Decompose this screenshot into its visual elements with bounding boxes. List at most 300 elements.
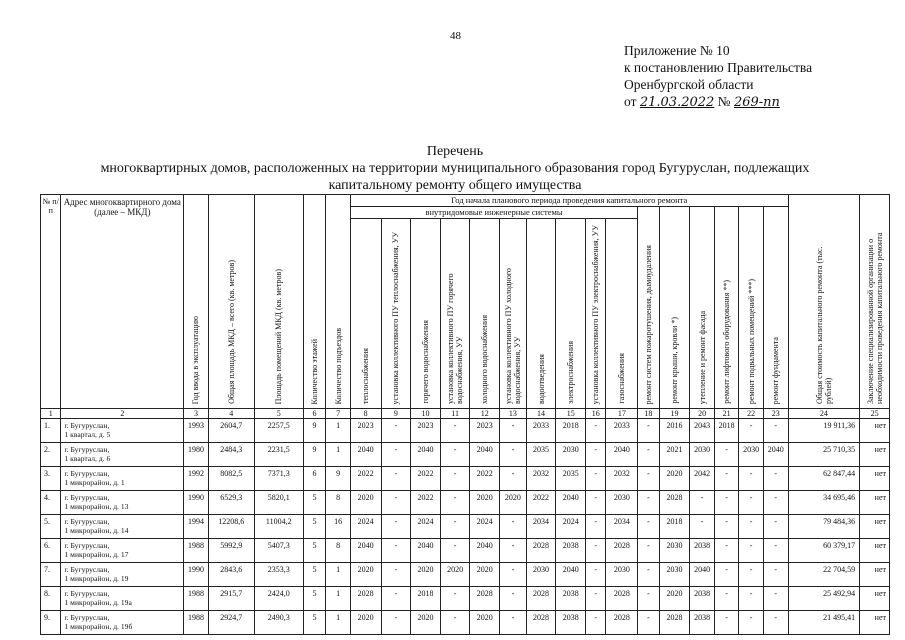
table-cell: 2042 <box>690 467 715 491</box>
table-cell: 2020 <box>350 491 381 515</box>
table-cell: 2028 <box>526 539 556 563</box>
table-cell: 2040 <box>556 491 586 515</box>
address-cell: г. Бугуруслан, 1 микрорайон, д. 13 <box>61 491 184 515</box>
table-row <box>41 467 890 491</box>
table-cell: 2023 <box>470 419 500 443</box>
table-cell: - <box>690 491 715 515</box>
table-cell: - <box>638 467 659 491</box>
table-cell: 2035 <box>556 467 586 491</box>
column-number: 6 <box>303 409 326 419</box>
header-floors: Количество этажей <box>310 338 320 404</box>
table-cell: - <box>500 515 527 539</box>
table-cell: - <box>763 467 788 491</box>
column-number: 15 <box>556 409 586 419</box>
table-cell: 2034 <box>606 515 638 539</box>
table-cell: 2020 <box>350 563 381 587</box>
appendix-block <box>624 42 812 111</box>
address-cell: г. Бугуруслан, 1 микрорайон, д. 19 <box>61 563 184 587</box>
column-number: 24 <box>788 409 860 419</box>
table-cell: 2034 <box>526 515 556 539</box>
column-number: 20 <box>690 409 715 419</box>
table-cell: - <box>500 539 527 563</box>
table-cell: 2924,7 <box>208 611 254 635</box>
table-cell: - <box>638 563 659 587</box>
header-electric-pu-cell <box>586 219 606 409</box>
column-number: 19 <box>659 409 690 419</box>
table-cell: 2353,3 <box>254 563 303 587</box>
table-cell: 2024 <box>470 515 500 539</box>
column-number: 14 <box>526 409 556 419</box>
table-cell: 2028 <box>350 587 381 611</box>
header-sewer: водоотведения <box>536 354 546 404</box>
houses-table <box>40 194 890 635</box>
header-year: Год ввода в эксплуатацию <box>191 315 201 404</box>
header-total-area-cell <box>208 195 254 409</box>
table-cell: 7371,3 <box>254 467 303 491</box>
table-cell: 9. <box>41 611 61 635</box>
header-premises-area-cell <box>254 195 303 409</box>
table-cell: 8. <box>41 587 61 611</box>
header-lift-cell <box>714 207 739 409</box>
table-cell: нет <box>860 443 890 467</box>
table-cell: - <box>763 539 788 563</box>
table-row <box>41 419 890 443</box>
header-electric: электроснабжения <box>566 341 576 404</box>
table-cell: 2022 <box>470 467 500 491</box>
table-cell: - <box>381 539 411 563</box>
header-engineering-group: внутридомовые инженерные системы <box>350 207 637 219</box>
header-cold-water-pu: установка коллективного ПУ холодного водоснабжения, УУ <box>503 268 522 404</box>
table-cell: 2040 <box>350 443 381 467</box>
table-cell: 1980 <box>184 443 209 467</box>
table-cell: 2030 <box>690 443 715 467</box>
table-cell: - <box>586 467 606 491</box>
table-cell: - <box>714 467 739 491</box>
table-cell: 11004,2 <box>254 515 303 539</box>
header-year-cell <box>184 195 209 409</box>
table-cell: нет <box>860 587 890 611</box>
table-cell: - <box>500 419 527 443</box>
table-cell: 2024 <box>350 515 381 539</box>
column-number: 3 <box>184 409 209 419</box>
table-cell: - <box>763 611 788 635</box>
table-cell: 2033 <box>526 419 556 443</box>
table-cell: 2040 <box>470 443 500 467</box>
column-number: 8 <box>350 409 381 419</box>
table-cell: 2843,6 <box>208 563 254 587</box>
table-cell: - <box>381 515 411 539</box>
table-cell: - <box>440 515 470 539</box>
table-cell: 2030 <box>739 443 764 467</box>
table-cell: 2020 <box>470 563 500 587</box>
header-foundation: ремонт фундамента <box>771 336 781 404</box>
header-conclusion-cell <box>860 195 890 409</box>
table-cell: 62 847,44 <box>788 467 860 491</box>
table-cell: 4. <box>41 491 61 515</box>
header-entrances-cell <box>326 195 351 409</box>
table-cell: 2022 <box>350 467 381 491</box>
table-cell: 2028 <box>526 587 556 611</box>
table-cell: 2020 <box>470 611 500 635</box>
table-cell: 5 <box>303 539 326 563</box>
column-number: 16 <box>586 409 606 419</box>
header-total-area: Общая площадь МКД – всего (кв. метров) <box>226 260 236 404</box>
table-cell: нет <box>860 563 890 587</box>
column-number: 5 <box>254 409 303 419</box>
table-cell: 25 492,94 <box>788 587 860 611</box>
appendix-number: 269-пп <box>733 95 780 110</box>
column-number: 17 <box>606 409 638 419</box>
table-cell: 2018 <box>556 419 586 443</box>
header-heat: теплоснабжения <box>361 348 371 404</box>
table-cell: - <box>500 611 527 635</box>
table-cell: 9 <box>303 443 326 467</box>
header-address: Адрес многоквартирного дома (далее – МКД) <box>61 195 184 409</box>
table-cell: - <box>440 587 470 611</box>
appendix-line-4 <box>624 93 812 111</box>
table-cell: - <box>381 587 411 611</box>
table-cell: - <box>381 563 411 587</box>
table-cell: 2040 <box>411 539 441 563</box>
header-cold-water: холодного водоснабжения <box>480 314 490 404</box>
header-heat-cell <box>350 219 381 409</box>
header-heat-pu: установка коллективного ПУ теплоснабжения, УУ <box>391 231 401 404</box>
title-line-1: Перечень <box>426 144 484 159</box>
table-cell: - <box>440 467 470 491</box>
page-number: 48 <box>450 30 461 42</box>
table-cell: 2020 <box>500 491 527 515</box>
table-cell: - <box>714 563 739 587</box>
table-body <box>41 409 890 635</box>
header-hot-water: горячего водоснабжения <box>420 320 430 404</box>
header-lift: ремонт лифтового оборудования **) <box>722 280 732 404</box>
header-floors-cell <box>303 195 326 409</box>
table-cell: 8082,5 <box>208 467 254 491</box>
table-cell: 2604,7 <box>208 419 254 443</box>
table-cell: 8 <box>326 539 351 563</box>
table-cell: 2030 <box>526 563 556 587</box>
table-cell: нет <box>860 539 890 563</box>
table-cell: 2231,5 <box>254 443 303 467</box>
table-cell: - <box>381 611 411 635</box>
header-heat-pu-cell <box>381 219 411 409</box>
table-row <box>41 587 890 611</box>
table-row <box>41 491 890 515</box>
column-number: 2 <box>61 409 184 419</box>
table-cell: 2035 <box>526 443 556 467</box>
table-cell: 2490,3 <box>254 611 303 635</box>
table-cell: - <box>381 419 411 443</box>
table-cell: - <box>381 443 411 467</box>
appendix-line-3: Оренбургской области <box>624 77 754 92</box>
table-cell: 22 704,59 <box>788 563 860 587</box>
table-cell: - <box>440 443 470 467</box>
header-cost-cell <box>788 195 860 409</box>
table-cell: 2030 <box>556 443 586 467</box>
table-row <box>41 611 890 635</box>
table-cell: 5 <box>303 611 326 635</box>
header-fire-cell <box>638 207 659 409</box>
table-cell: 2024 <box>411 515 441 539</box>
table-row <box>41 563 890 587</box>
table-cell: 2424,0 <box>254 587 303 611</box>
header-facade: утепление и ремонт фасада <box>697 310 707 404</box>
document-title <box>40 143 870 194</box>
table-cell: 6 <box>303 467 326 491</box>
table-cell: 2040 <box>350 539 381 563</box>
table-cell: 5820,1 <box>254 491 303 515</box>
table-cell: - <box>638 611 659 635</box>
table-cell: - <box>714 611 739 635</box>
table-cell: - <box>586 515 606 539</box>
table-cell: 2020 <box>470 491 500 515</box>
table-cell: 2018 <box>411 587 441 611</box>
table-cell: - <box>500 587 527 611</box>
header-hot-water-pu-cell <box>440 219 470 409</box>
table-cell: - <box>739 611 764 635</box>
table-cell: 2038 <box>556 539 586 563</box>
table-cell: - <box>714 443 739 467</box>
header-facade-cell <box>690 207 715 409</box>
header-sewer-cell <box>526 219 556 409</box>
table-cell: - <box>381 491 411 515</box>
table-row <box>41 515 890 539</box>
table-cell: - <box>763 491 788 515</box>
header-period-group: Год начала планового периода проведения капитального ремонта <box>350 195 788 207</box>
table-cell: 2040 <box>556 563 586 587</box>
table-cell: 2040 <box>763 443 788 467</box>
table-cell: 2022 <box>526 491 556 515</box>
table-cell: 6. <box>41 539 61 563</box>
table-cell: - <box>440 539 470 563</box>
header-basement-cell <box>739 207 764 409</box>
header-hot-water-pu: установка коллективного ПУ горячего водоснабжения, УУ <box>446 273 465 404</box>
table-cell: - <box>638 539 659 563</box>
column-number: 21 <box>714 409 739 419</box>
address-cell: г. Бугуруслан, 1 квартал, д. 5 <box>61 419 184 443</box>
table-cell: 5992,9 <box>208 539 254 563</box>
appendix-line-2: к постановлению Правительства <box>624 60 813 75</box>
table-cell: - <box>586 611 606 635</box>
table-cell: 2020 <box>659 467 690 491</box>
appendix-date: 21.03.2022 <box>639 95 715 110</box>
table-cell: 2020 <box>659 587 690 611</box>
table-cell: 25 710,35 <box>788 443 860 467</box>
table-cell: 9 <box>326 467 351 491</box>
table-cell: 3. <box>41 467 61 491</box>
table-cell: 2032 <box>526 467 556 491</box>
table-cell: нет <box>860 515 890 539</box>
table-cell: 2028 <box>606 611 638 635</box>
table-cell: 2032 <box>606 467 638 491</box>
table-cell: - <box>739 491 764 515</box>
table-cell: - <box>638 419 659 443</box>
table-cell: - <box>500 467 527 491</box>
table-cell: 2. <box>41 443 61 467</box>
table-cell: - <box>638 587 659 611</box>
column-number: 13 <box>500 409 527 419</box>
table-cell: 79 484,36 <box>788 515 860 539</box>
table-cell: 21 495,41 <box>788 611 860 635</box>
table-cell: - <box>714 515 739 539</box>
table-cell: 34 695,46 <box>788 491 860 515</box>
header-num: № п/п <box>41 195 61 409</box>
table-cell: 8 <box>326 491 351 515</box>
header-roof: ремонт крыши, кровли *) <box>669 317 679 404</box>
table-cell: 2028 <box>659 491 690 515</box>
table-cell: 2040 <box>411 443 441 467</box>
table-row <box>41 539 890 563</box>
table-cell: 2484,3 <box>208 443 254 467</box>
table-cell: 9 <box>303 419 326 443</box>
column-number: 18 <box>638 409 659 419</box>
header-electric-cell <box>556 219 586 409</box>
table-cell: нет <box>860 419 890 443</box>
table-cell: 2018 <box>714 419 739 443</box>
table-cell: 2028 <box>659 611 690 635</box>
table-cell: - <box>714 491 739 515</box>
header-cold-water-cell <box>470 219 500 409</box>
address-cell: г. Бугуруслан, 1 микрорайон, д. 19б <box>61 611 184 635</box>
column-number: 23 <box>763 409 788 419</box>
table-cell: 7. <box>41 563 61 587</box>
table-cell: - <box>440 419 470 443</box>
title-line-2: многоквартирных домов, расположенных на территории муниципального образования город Бугуруслан, подлежащих <box>100 161 810 176</box>
table-cell: 2020 <box>440 563 470 587</box>
table-cell: 2023 <box>411 419 441 443</box>
table-cell: - <box>586 491 606 515</box>
table-cell: 2033 <box>606 419 638 443</box>
table-cell: нет <box>860 467 890 491</box>
header-fire: ремонт систем пожаротушения, дымоудаления <box>643 244 653 404</box>
table-cell: - <box>739 539 764 563</box>
table-cell: 1 <box>326 587 351 611</box>
table-cell: 2038 <box>556 587 586 611</box>
address-cell: г. Бугуруслан, 1 микрорайон, д. 19а <box>61 587 184 611</box>
header-gas: газоснабжения <box>617 353 627 404</box>
table-cell: - <box>690 515 715 539</box>
appendix-number-sign: № <box>717 94 731 109</box>
header-cost: Общая стоимость капитального ремонта (тыс. рублей) <box>814 246 833 404</box>
table-cell: 2022 <box>411 491 441 515</box>
table-cell: нет <box>860 611 890 635</box>
table-cell: 2038 <box>690 539 715 563</box>
table-cell: 5 <box>303 515 326 539</box>
table-cell: 1. <box>41 419 61 443</box>
column-number: 9 <box>381 409 411 419</box>
column-number: 7 <box>326 409 351 419</box>
table-cell: 2030 <box>606 491 638 515</box>
table-cell: 2028 <box>470 587 500 611</box>
table-cell: - <box>739 563 764 587</box>
table-cell: - <box>739 515 764 539</box>
table-cell: - <box>586 539 606 563</box>
header-roof-cell <box>659 207 690 409</box>
table-cell: 16 <box>326 515 351 539</box>
address-cell: г. Бугуруслан, 1 микрорайон, д. 1 <box>61 467 184 491</box>
table-cell: 2024 <box>556 515 586 539</box>
table-cell: - <box>500 563 527 587</box>
header-hot-water-cell <box>411 219 441 409</box>
table-cell: 2040 <box>606 443 638 467</box>
appendix-date-prefix: от <box>624 94 637 109</box>
address-cell: г. Бугуруслан, 1 микрорайон, д. 17 <box>61 539 184 563</box>
table-cell: 5 <box>303 587 326 611</box>
table-row <box>41 443 890 467</box>
table-cell: 2020 <box>350 611 381 635</box>
table-cell: - <box>440 611 470 635</box>
table-cell: 2257,5 <box>254 419 303 443</box>
houses-table-wrapper <box>40 194 890 635</box>
table-cell: - <box>586 587 606 611</box>
table-cell: 2023 <box>350 419 381 443</box>
header-electric-pu: установка коллективного ПУ электроснабжения, УУ <box>591 224 601 404</box>
table-cell: - <box>381 467 411 491</box>
table-cell: 5. <box>41 515 61 539</box>
table-cell: 2038 <box>556 611 586 635</box>
table-cell: - <box>763 587 788 611</box>
table-cell: 19 911,36 <box>788 419 860 443</box>
header-foundation-cell <box>763 207 788 409</box>
table-cell: 1990 <box>184 491 209 515</box>
table-cell: 2038 <box>690 587 715 611</box>
table-cell: 2030 <box>659 539 690 563</box>
table-cell: - <box>586 563 606 587</box>
table-cell: 1 <box>326 419 351 443</box>
table-cell: 1988 <box>184 611 209 635</box>
header-basement: ремонт подвальных помещений ***) <box>746 278 756 404</box>
table-cell: 2021 <box>659 443 690 467</box>
column-number: 10 <box>411 409 441 419</box>
header-entrances: Количество подъездов <box>333 327 343 404</box>
column-number: 1 <box>41 409 61 419</box>
table-cell: нет <box>860 491 890 515</box>
table-cell: 2030 <box>606 563 638 587</box>
table-cell: 2040 <box>470 539 500 563</box>
table-cell: 2018 <box>659 515 690 539</box>
table-cell: - <box>763 419 788 443</box>
table-cell: 2020 <box>411 563 441 587</box>
table-cell: - <box>763 563 788 587</box>
table-cell: 2915,7 <box>208 587 254 611</box>
table-cell: 2030 <box>659 563 690 587</box>
column-number: 25 <box>860 409 890 419</box>
table-cell: 5 <box>303 563 326 587</box>
table-cell: - <box>739 419 764 443</box>
table-cell: 1992 <box>184 467 209 491</box>
column-number: 12 <box>470 409 500 419</box>
address-cell: г. Бугуруслан, 1 квартал, д. 6 <box>61 443 184 467</box>
table-cell: 6529,3 <box>208 491 254 515</box>
table-cell: 2022 <box>411 467 441 491</box>
table-cell: 2043 <box>690 419 715 443</box>
address-cell: г. Бугуруслан, 1 микрорайон, д. 14 <box>61 515 184 539</box>
table-cell: 60 379,17 <box>788 539 860 563</box>
column-number: 11 <box>440 409 470 419</box>
column-number: 22 <box>739 409 764 419</box>
column-number: 4 <box>208 409 254 419</box>
table-cell: - <box>638 491 659 515</box>
table-cell: - <box>739 587 764 611</box>
table-cell: 1 <box>326 443 351 467</box>
table-cell: 2020 <box>411 611 441 635</box>
table-cell: - <box>714 539 739 563</box>
table-cell: - <box>500 443 527 467</box>
table-cell: 1988 <box>184 587 209 611</box>
table-cell: 12208,6 <box>208 515 254 539</box>
table-cell: 5 <box>303 491 326 515</box>
table-cell: - <box>586 443 606 467</box>
